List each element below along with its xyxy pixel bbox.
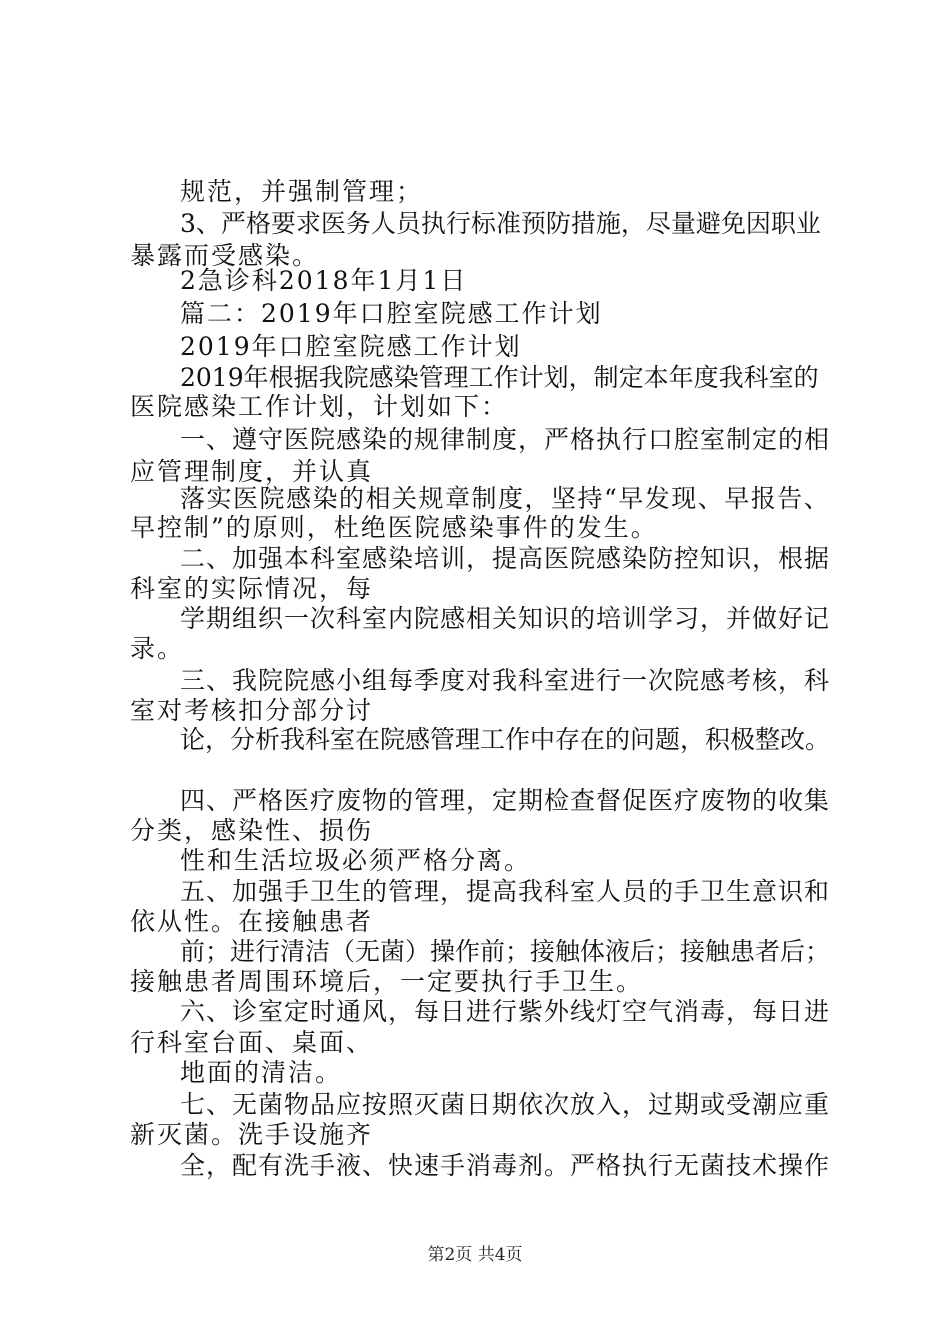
text-line: 落实医院感染的相关规章制度，坚持“早发现、早报告、: [180, 484, 831, 513]
text-line: 二、加强本科室感染培训，提高医院感染防控知识，根据: [180, 544, 831, 573]
text-line: 医院感染工作计划，计划如下：: [130, 392, 509, 421]
text-line: 行科室台面、桌面、: [130, 1028, 374, 1057]
page-footer: 第2页 共4页: [427, 1245, 523, 1265]
text-line: 性和生活垃圾必须严格分离。: [180, 846, 532, 875]
text-line: 篇二：2019年口腔室院感工作计划: [180, 299, 603, 328]
text-line: 前；进行清洁（无菌）操作前；接触体液后；接触患者后；: [180, 937, 831, 966]
text-line: 全，配有洗手液、快速手消毒剂。严格执行无菌技术操作: [180, 1151, 831, 1180]
text-line: 一、遵守医院感染的规律制度，严格执行口腔室制定的相: [180, 425, 831, 454]
text-line: 3、严格要求医务人员执行标准预防措施，尽量避免因职业: [180, 209, 821, 238]
text-line: 2急诊科2018年1月1日: [180, 266, 468, 295]
text-line: 四、严格医疗废物的管理，定期检查督促医疗废物的收集: [180, 786, 831, 815]
text-line: 依从性。在接触患者: [130, 907, 374, 936]
text-line: 论，分析我科室在院感管理工作中存在的问题，积极整改。: [180, 725, 831, 754]
text-line: 七、无菌物品应按照灭菌日期依次放入，过期或受潮应重: [180, 1090, 831, 1119]
text-line: 2019年根据我院感染管理工作计划，制定本年度我科室的: [180, 363, 819, 392]
text-line: 接触患者周围环境后，一定要执行手卫生。: [130, 967, 644, 996]
text-line: 早控制”的原则，杜绝医院感染事件的发生。: [130, 513, 658, 542]
text-line: 科室的实际情况，每: [130, 574, 374, 603]
text-line: 录。: [130, 634, 185, 663]
text-line: 规范，并强制管理；: [180, 177, 424, 206]
text-line: 五、加强手卫生的管理，提高我科室人员的手卫生意识和: [180, 877, 831, 906]
text-line: 三、我院院感小组每季度对我科室进行一次院感考核，科: [180, 666, 831, 695]
text-line: 学期组织一次科室内院感相关知识的培训学习，并做好记: [180, 604, 831, 633]
text-line: 暴露而受感染。: [130, 241, 320, 270]
text-line: 室对考核扣分部分讨: [130, 696, 374, 725]
text-line: 应管理制度，并认真: [130, 457, 374, 486]
text-line: 2019年口腔室院感工作计划: [180, 332, 522, 361]
text-line: 新灭菌。洗手设施齐: [130, 1120, 374, 1149]
text-line: 分类，感染性、损伤: [130, 816, 374, 845]
text-line: 地面的清洁。: [180, 1058, 343, 1087]
text-line: 六、诊室定时通风，每日进行紫外线灯空气消毒，每日进: [180, 997, 831, 1026]
